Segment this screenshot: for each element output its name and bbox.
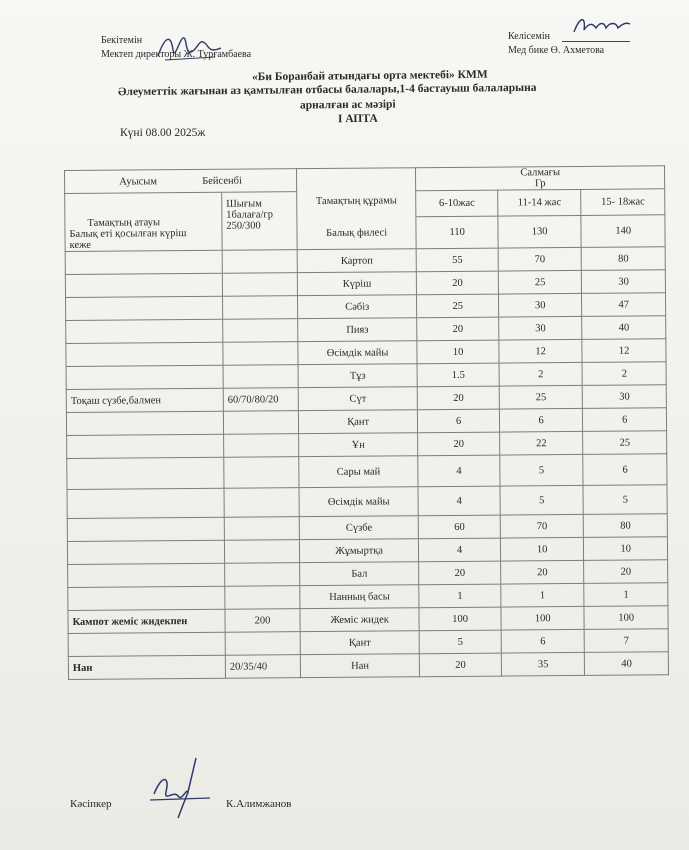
qty-15-18: 2 [582,362,666,386]
weight-header: Салмағы [520,167,561,179]
qty-11-14: 5 [500,454,584,486]
weight-unit: Гр [534,178,546,190]
col-composition-header: Тамақтың құрамы [315,195,397,207]
ingredient: Картоп [297,249,417,273]
ingredient: Тұз [298,364,418,388]
qty-11-14: 22 [499,431,583,455]
ingredient: Нан [300,654,420,678]
dish3-output: 200 [225,609,300,633]
qty-11-14: 25 [498,270,582,294]
ingredient: Жұмыртқа [299,539,419,563]
ingredient: Ұн [298,433,418,457]
nurse-signature [570,14,632,38]
qty-15-18: 80 [584,514,668,538]
qty-6-10: 20 [420,653,502,677]
ingredient: Сары май [299,456,419,488]
qty-6-10: 20 [417,271,499,295]
qty-11-14: 12 [499,339,583,363]
table-row [67,454,667,490]
dish1-name: Балық еті қосылған күріш кеже [69,228,187,251]
qty-15-18: 6 [583,408,667,432]
shift-label: Ауысым [119,175,158,188]
ingredient: Нанның басы [300,585,420,609]
qty-15-18: 47 [582,293,666,317]
qty-11-14: 5 [500,485,584,515]
qty-15-18: 7 [585,629,669,653]
col-output-header: Шығым 1балаға/гр [226,198,274,221]
qty-15-18: 1 [584,583,668,607]
menu-title-line2: арналған ас мәзірі [299,98,396,112]
dish2-name: Тоқаш сүзбе,балмен [66,388,223,412]
age-col-2: 11-14 жас [498,189,582,215]
qty-11-14: 6 [501,629,585,653]
qty-15-18: 20 [584,560,668,584]
day-label: Бейсенбі [202,175,242,187]
table-row [67,485,667,519]
qty-11-14: 2 [499,362,583,386]
qty-15-18: 40 [582,316,666,340]
ingredient: Қант [300,631,420,655]
qty-6-10: 60 [419,515,501,539]
qty-6-10: 5 [419,630,501,654]
qty-15-18: 10 [584,537,668,561]
table-row [68,652,668,680]
qty-11-14: 70 [498,247,582,271]
agree-label: Келісемін [508,31,550,42]
qty-15-18: 30 [582,270,666,294]
entrepreneur-name: К.Алимжанов [226,798,292,810]
qty-6-10: 4 [419,538,501,562]
qty-15-18: 80 [582,247,666,271]
ingredient: Қант [298,410,418,434]
ingredient: Сәбіз [297,295,417,319]
qty-6-10: 110 [416,216,498,249]
ingredient: Өсімдік майы [298,341,418,365]
qty-15-18: 5 [583,485,667,515]
qty-6-10: 10 [417,340,499,364]
qty-6-10: 55 [416,248,498,272]
approve-label: Бекітемін [101,35,143,46]
ingredient: Күріш [297,272,417,296]
qty-6-10: 4 [418,486,500,516]
ingredient: Сүт [298,387,418,411]
qty-6-10: 4 [418,455,500,487]
age-col-3: 15- 18жас [581,189,665,215]
qty-6-10: 25 [417,294,499,318]
qty-11-14: 30 [498,293,582,317]
qty-11-14: 35 [501,652,585,676]
director-name: Мектеп директоры Ж. Турғамбаева [101,49,252,60]
ingredient: Пияз [298,318,418,342]
agree-signature-line [562,41,630,42]
qty-15-18: 100 [584,606,668,630]
qty-11-14: 130 [498,215,582,248]
entrepreneur-label: Кәсіпкер [70,798,112,810]
qty-11-14: 100 [501,606,585,630]
qty-11-14: 25 [499,385,583,409]
qty-11-14: 1 [501,583,585,607]
ingredient: Бал [300,562,420,586]
qty-6-10: 20 [417,317,499,341]
qty-6-10: 20 [419,561,501,585]
school-name: «Би Боранбай атындағы орта мектебі» КММ [251,68,488,84]
qty-6-10: 1 [419,584,501,608]
qty-6-10: 20 [418,386,500,410]
qty-15-18: 140 [581,214,665,247]
qty-11-14: 20 [501,560,585,584]
qty-15-18: 40 [585,652,669,676]
menu-table [64,165,669,680]
qty-6-10: 1.5 [417,363,499,387]
qty-15-18: 30 [583,385,667,409]
qty-11-14: 70 [500,514,584,538]
dish4-output: 20/35/40 [225,655,300,679]
qty-11-14: 30 [499,316,583,340]
entrepreneur-signature [148,752,218,822]
date-line: Күні 08.00 2025ж [120,127,206,139]
qty-15-18: 12 [582,339,666,363]
director-signature [155,30,225,66]
qty-6-10: 6 [418,409,500,433]
qty-15-18: 6 [583,454,667,486]
qty-11-14: 6 [499,408,583,432]
qty-15-18: 25 [583,431,667,455]
qty-6-10: 20 [418,432,500,456]
ingredient: Сүзбе [299,516,419,540]
menu-title-line1: Әлеуметтік жағынан аз қамтылған отбасы балалары,1-4 бастауыш балаларына [117,81,537,99]
dish1-output: 250/300 [226,220,261,232]
ingredient: Балық филесі [326,227,388,239]
ingredient: Жеміс жидек [300,608,420,632]
dish4-name: Нан [68,655,225,679]
age-col-1: 6-10жас [416,190,498,216]
col-dish-header: Тамақтың атауы [87,217,161,229]
dish2-output: 60/70/80/20 [223,388,298,412]
qty-6-10: 100 [419,607,501,631]
ingredient: Өсімдік майы [299,487,419,517]
week-label: I АПТА [337,112,378,126]
qty-11-14: 10 [500,537,584,561]
nurse-name: Мед бике Ө. Ахметова [508,45,605,56]
dish3-name: Кампот жеміс жидекпен [68,609,225,633]
